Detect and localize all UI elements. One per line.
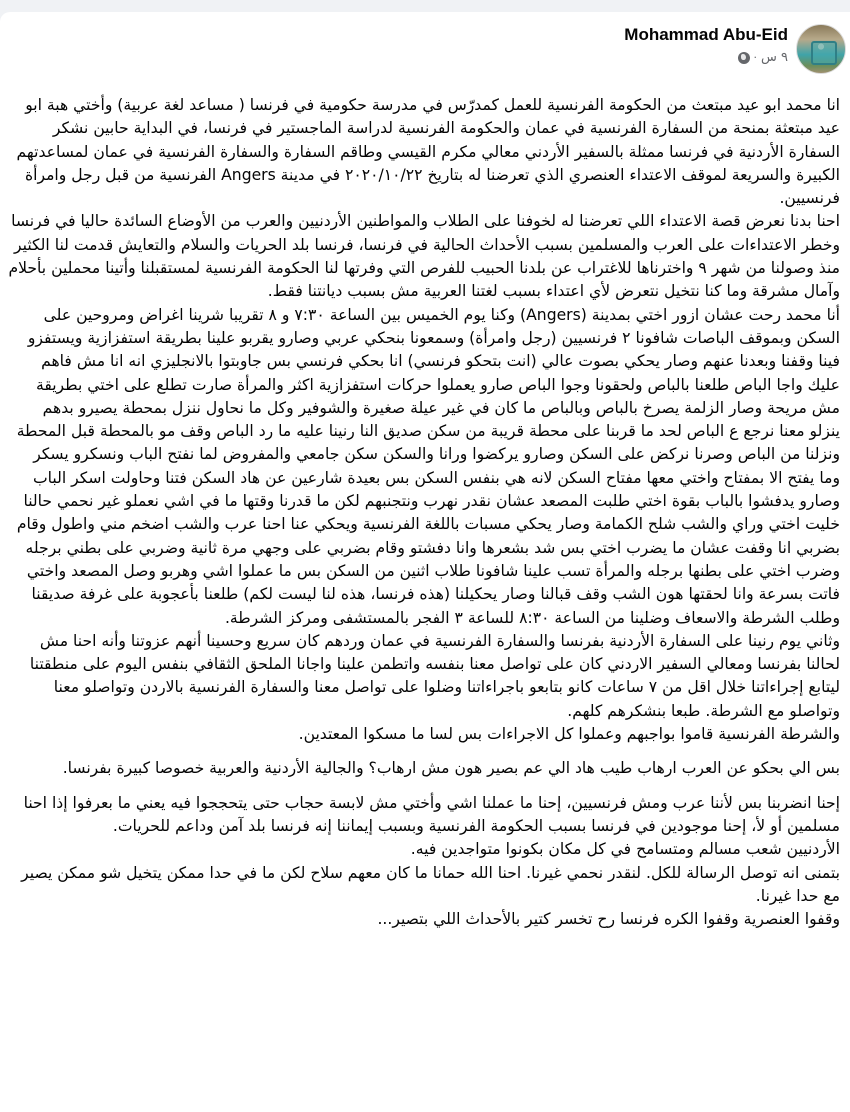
post-header bbox=[624, 22, 846, 82]
post-paragraph: أنا محمد رحت عشان ازور اختي بمدينة (Angers) وكنا يوم الخميس بين الساعة ٧:٣٠ و ٨ تقريبا شرينا اغراض ومروحين على السكن وبموقف الباصات شافونا ٢ فرنسيين (رجل وامرأة) وسمعونا بنحكي عربي وصارو يقربو علينا بطريقة استفزازية ويستفزو فينا وقفنا وبعدنا عنهم وصار يحكي بصوت عالي (انت بتحكو فرنسي) انا بحكي فرنسي بس جاوبتوا بالانجليزي انه انا مش فاهم عليك واجا الباص طلعنا بالباص ولحقونا وجوا الباص صارو يعملوا حركات استفزازية اكثر والمرأة صارت تطلع على اختي بطريقة مش مريحة وصار الزلمة يصرخ بالباص وبالباص ما كان في غير عيلة صغيرة والشوفير وكل ما نحاول ننزل بمحطة يصيرو بدهم ينزلو معنا نرجع ع الباص لحد ما قربنا على محطة قريبة من سكن صديق النا رنينا عليه ما رد الباص وقف مو بالمحطة قبل المحطة ونزلنا من الباص وصرنا نركض على السكن وصارو يركضوا ورانا والسكن سكن جامعي والمفروض لما نفتح الباب ونسكرو يسكر وما يفتح الا بمفتاح واختي معها مفتاح السكن لانه هي بنفس السكن بس بعيدة شارعين عن هاد السكن فتنا وحاولت اسكر الباب وصارو يدفشوا بالباب بقوة اختي طلبت المصعد عشان نقدر نهرب ونتجنبهم لكن ما قدرنا وقتها ما في اشي نعملو غير نحمي حالنا خليت اختي وراي والشب شلح الكمامة وصار يحكي مسبات باللغة الفرنسية ويحكي عنا احنا عرب والشب اضخم مني واطول وقام بضربي انا وقفت عشان ما يضرب اختي بس شد بشعرها وانا دفشتو وقام بضربي على وجهي مرة ثانية وضربي على بطني برجله وضرب اختي على بطنها برجله والمرأة تسب علينا شافونا طلاب اثنين من السكن بس ما عملوا اشي وهربو وصل المصعد واختي فاتت بسرعة وانا لحقتها هون الشب وقف قبالنا وصار يحكيلنا (هذه فرنسا، هذه لنا ليست لكم) طلعنا بأعجوبة على غرفة صديقنا وطلب الشرطة والاسعاف وضلينا من الساعة ٨:٣٠ للساعة ٣ الفجر بالمستشفى ومركز الشرطة. bbox=[16, 305, 840, 627]
author-avatar[interactable] bbox=[796, 24, 846, 74]
post-timestamp[interactable]: ٩ س bbox=[761, 50, 788, 65]
post-subline bbox=[624, 50, 788, 65]
post-card bbox=[0, 12, 850, 1112]
author-name[interactable]: Mohammad Abu-Eid bbox=[624, 25, 788, 44]
post-paragraph: وقفوا العنصرية وقفوا الكره فرنسا رح تخسر كتير بالأحداث اللي بتصير... bbox=[377, 910, 840, 929]
post-paragraph: الأردنيين شعب مسالم ومتسامح في كل مكان بكونوا متواجدين فيه. bbox=[410, 840, 840, 859]
post-paragraph: انا محمد ابو عيد مبتعث من الحكومة الفرنسية للعمل كمدرّس في مدرسة حكومية في فرنسا ( مساعد لغة عربية) وأختي هبة ابو عيد مبتعثة بمنحة من السفارة الفرنسية في عمان والحكومة الفرنسية لدراسة الماجستير في فرنسا، في البداية حابين نشكر السفارة الأردنية في فرنسا ممثلة بالسفير الأردني معالي مكرم القيسي وطاقم السفارة والسفارة الفرنسية في عمان لمساعدتهم الكبيرة والسريعة لموقف الاعتداء العنصري الذي تعرضنا له بتاريخ ٢٠٢٠/١٠/٢٢ في مدينة Angers الفرنسية من قبل رجل وامرأة فرنسيين. bbox=[16, 96, 840, 208]
post-body bbox=[8, 94, 840, 931]
separator-dot: · bbox=[753, 51, 757, 64]
post-paragraph: احنا بدنا نعرض قصة الاعتداء اللي تعرضنا له لخوفنا على الطلاب والمواطنين الأردنيين والعرب من الأوضاع السائدة حاليا في فرنسا وخطر الاعتداءات على العرب والمسلمين بسبب الأحداث الحالية في فرنسا، فرنسا بلد الحريات والسلام والتعايش قدمت لنا الكثير منذ وصولنا من شهر ٩ واخترناها للاغتراب عن بلدنا الحبيب للفرص التي وفرتها لنا الحكومة الفرنسية لمستقبلنا وأتينا محملين بأحلام وآمال مشرقة وما كنا نتخيل نتعرض لأي اعتداء بسبب لغتنا العربية مش بسبب ديانتنا فقط. bbox=[8, 212, 840, 301]
post-paragraph: وثاني يوم رنينا على السفارة الأردنية بفرنسا والسفارة الفرنسية في عمان وردهم كان سريع وحسينا أنهم عزوتنا وأنه احنا مش لحالنا بفرنسا ومعالي السفير الاردني كان على تواصل معنا بنفسه واتطمن علينا واجانا الملحق الثقافي بنفس اليوم على منطقتنا ليتابع إجراءاتنا خلال اقل من ٧ ساعات كانو بتابعو باجراءاتنا وضلوا على تواصل معنا والسفارة الفرنسية بالاردن وتواصلو معنا وتواصلو مع الشرطة. طبعا بنشكرهم كلهم. bbox=[29, 631, 840, 720]
post-meta bbox=[624, 22, 788, 65]
post-paragraph: بس الي بحكو عن العرب ارهاب طيب هاد الي عم بصير هون مش ارهاب؟ والجالية الأردنية والعربية خصوصا كبيرة بفرنسا. bbox=[62, 759, 840, 778]
post-paragraph: والشرطة الفرنسية قاموا بواجبهم وعملوا كل الاجراءات بس لسا ما مسكوا المعتدين. bbox=[298, 725, 840, 744]
post-paragraph: بتمنى انه توصل الرسالة للكل. لنقدر نحمي غيرنا. احنا الله حمانا ما كان معهم سلاح لكن ما في حدا ممكن يتخيل شو ممكن يصير مع حدا غيرنا. bbox=[21, 863, 840, 905]
post-paragraph: إحنا انضربنا بس لأننا عرب ومش فرنسيين، إحنا ما عملنا اشي وأختي مش لابسة حجاب حتى يتحججوا فيه يعني ما بعرفوا إذا احنا مسلمين أو لأ، إحنا موجودين في فرنسا بسبب الحكومة الفرنسية وبسبب إيماننا إنه فرنسا بلد آمن وداعم للحريات. bbox=[23, 793, 840, 835]
globe-icon[interactable] bbox=[738, 52, 750, 64]
